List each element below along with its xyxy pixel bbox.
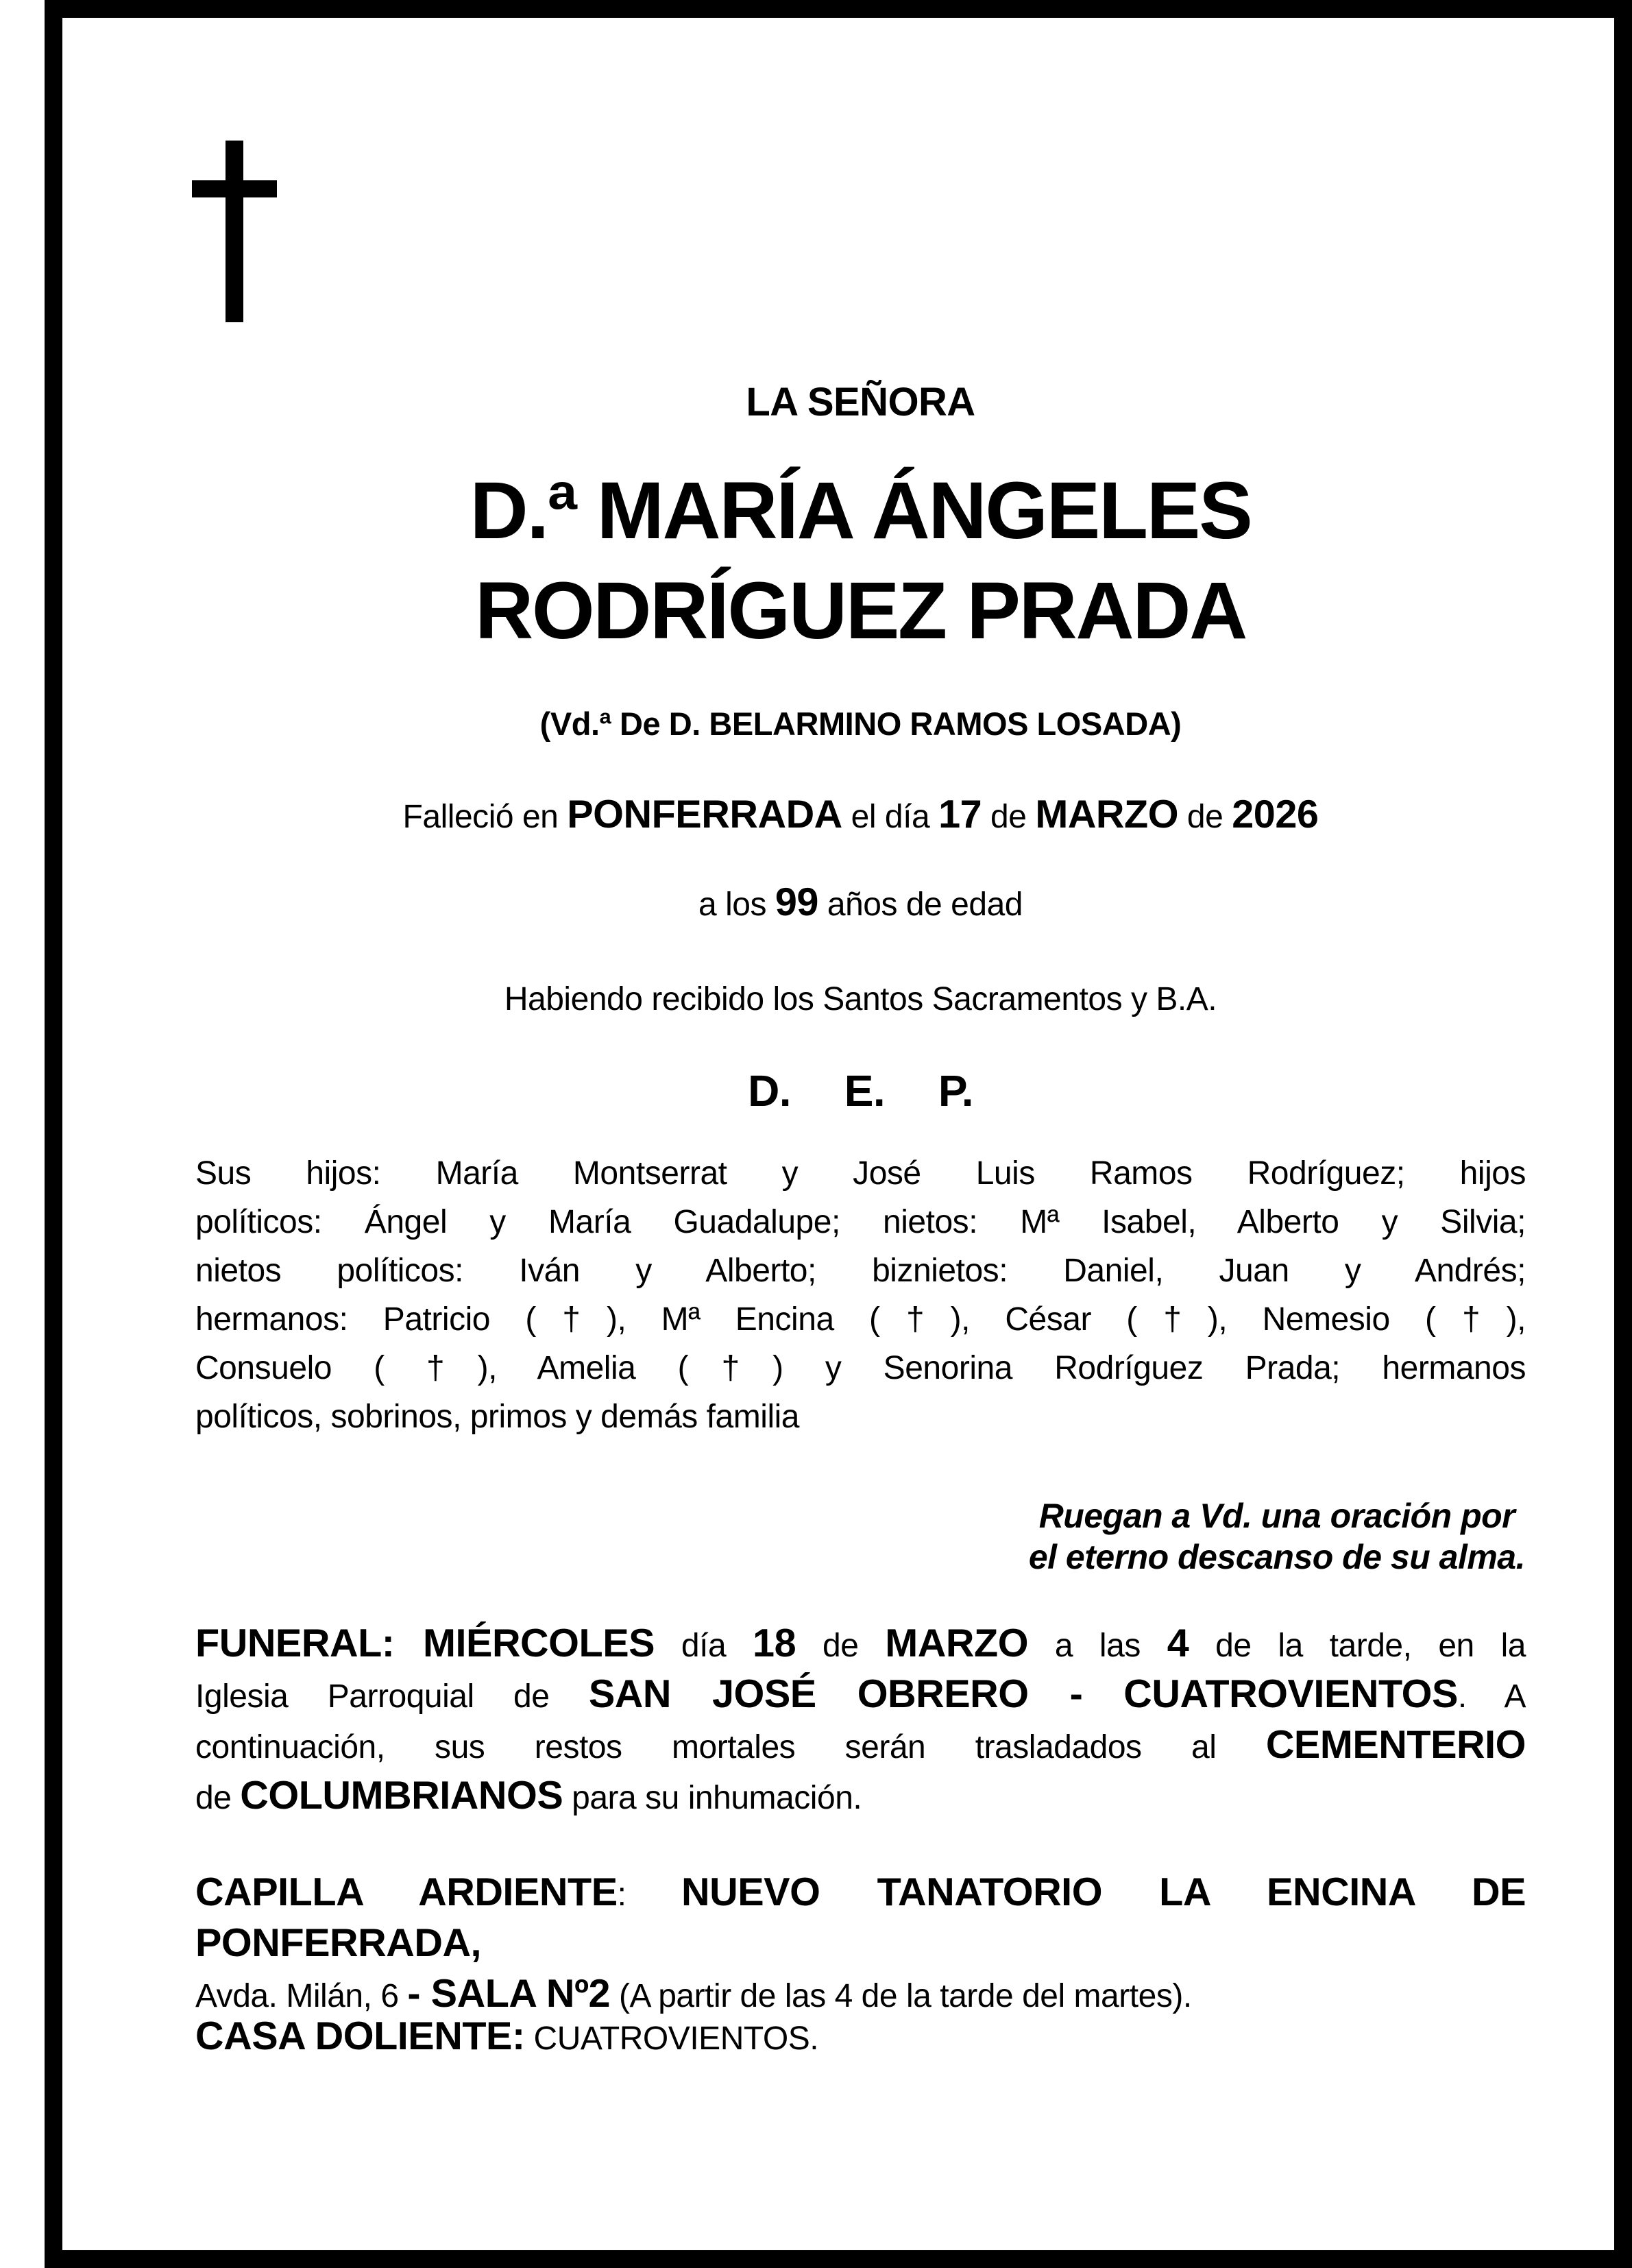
sacraments-line: Habiendo recibido los Santos Sacramentos y B.A. [504, 981, 1217, 1017]
capilla-ardiente-paragraph: CAPILLA ARDIENTE: NUEVO TANATORIO LA ENCINA DE PONFERRADA, Avda. Milán, 6 - SALA Nº2 (A partir de las 4 de la tarde del martes). [195, 1870, 1526, 2016]
death-place-date-line: Falleció en PONFERRADA el día 17 de MARZO de 2026 [402, 793, 1319, 836]
prayer-line2: el eterno descanso de su alma. [1028, 1538, 1525, 1576]
widow-note: (Vd.ª De D. BELARMINO RAMOS LOSADA) [539, 705, 1182, 742]
honorific-title: LA SEÑORA [746, 380, 975, 424]
family-paragraph: Sus hijos: María Montserrat y José Luis Ramos Rodríguez; hijos políticos: Ángel y María Guadalupe; nietos: Mª Isabel, Alberto y Silvia; nietos políticos: Iván y Alberto; biznietos: Daniel, Juan y Andrés; hermanos: Patricio (†), Mª Encina (†), César (†), Nemesio (†), Consuelo ( †), Amelia (†) y Senorina Rodríguez Prada; hermanos políticos, sobrinos, primos y demás familia [195, 1155, 1526, 1435]
age-line: a los 99 años de edad [698, 880, 1023, 924]
latin-cross-icon [192, 141, 277, 322]
funeral-paragraph: FUNERAL: MIÉRCOLES día 18 de MARZO a las 4 de la tarde, en la Iglesia Parroquial de SAN JOSÉ OBRERO - CUATROVIENTOS. A continuación, sus restos mortales serán trasladados al CEMENTERIO de COLUMBRIANOS para su inhumación. [195, 1621, 1526, 1818]
casa-doliente-line: CASA DOLIENTE: CUATROVIENTOS. [195, 2014, 819, 2058]
prayer-line1: Ruegan a Vd. una oración por [1038, 1497, 1515, 1535]
dep-abbreviation: D. E. P. [748, 1066, 973, 1115]
deceased-name-line2: RODRÍGUEZ PRADA [475, 566, 1246, 656]
prayer-request [1029, 1495, 1525, 1578]
deceased-name [195, 461, 1526, 661]
deceased-name-line1: D.ª MARÍA ÁNGELES [470, 466, 1252, 556]
